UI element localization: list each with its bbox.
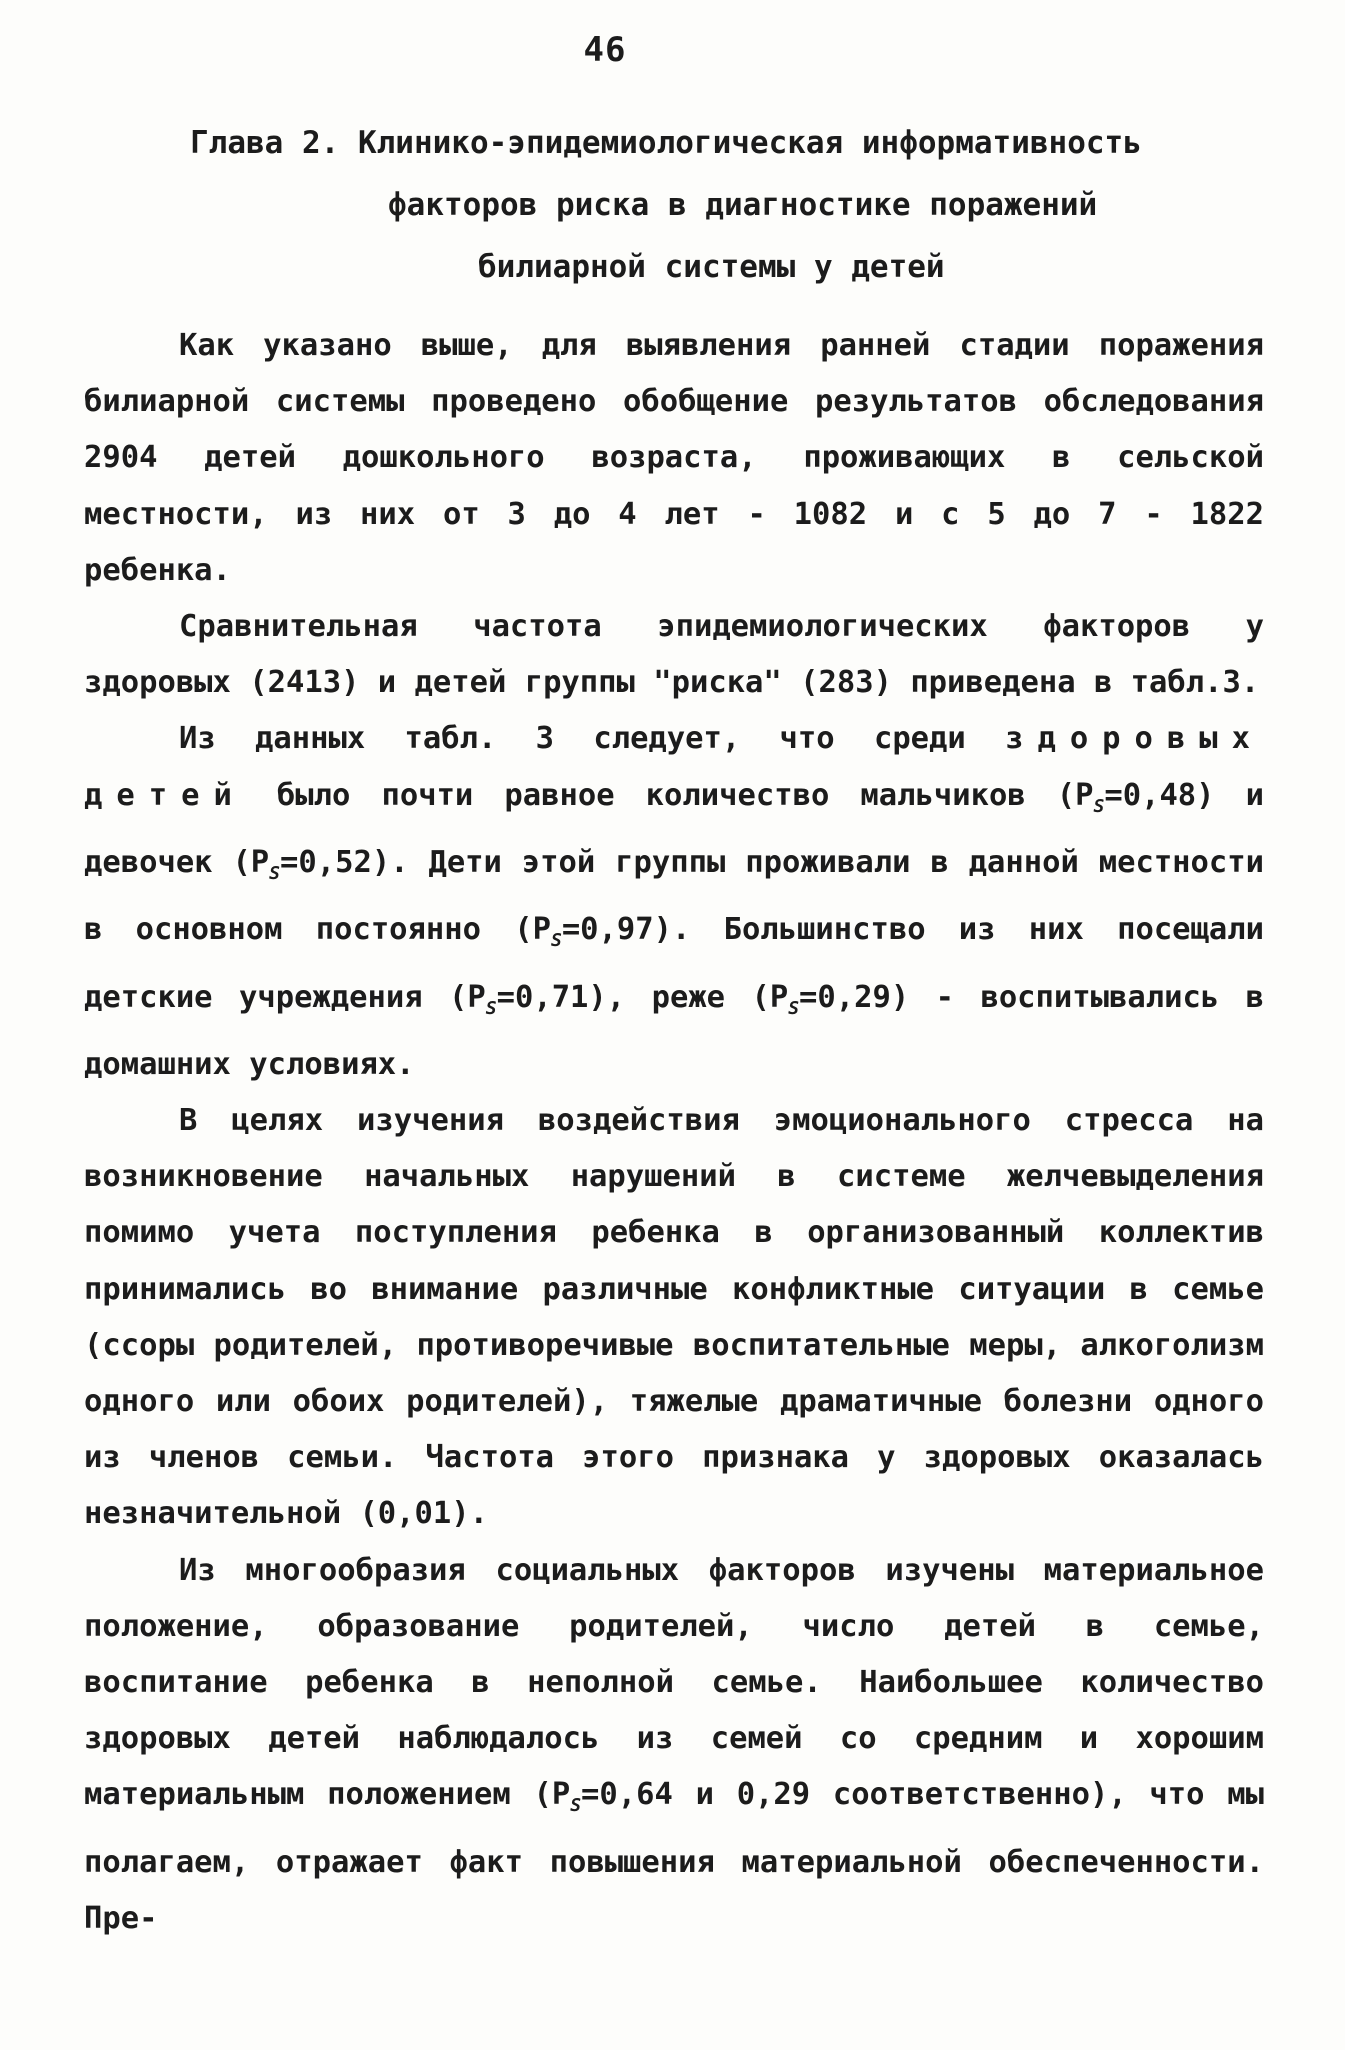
subscript: S	[550, 930, 562, 952]
body-text	[84, 318, 1264, 1947]
text-run: =0,71), реже (P	[496, 979, 789, 1015]
text-run: =0,97). Большинство из них посещали детские учреждения (P	[84, 912, 1264, 1015]
text-run: =0,29) - воспитывались в домашних условиях.	[84, 979, 1264, 1082]
text-run: =0,48) и девочек (P	[84, 777, 1265, 880]
text-run: =0,64 и 0,29 соответственно), что мы полагаем, отражает факт повышения материальной обеспеченности. Пре-	[84, 1777, 1264, 1936]
text-run: Из данных табл. 3 следует, что среди	[179, 721, 1006, 757]
subscript: S	[1093, 795, 1105, 817]
paragraph-4: В целях изучения воздействия эмоционального стресса на возникновение начальных нарушений в системе желчевыделения помимо учета поступления ребенка в организованный коллектив принимались во внимание различные конфликтные ситуации в семье (ссоры родителей, противоречивые воспитательные меры, алкоголизм одного или обоих родителей), тяжелые драматичные болезни одного из членов семьи. Частота этого признака у здоровых оказалась незначительной (0,01).	[84, 1103, 1264, 1532]
subscript: S	[570, 1795, 582, 1817]
subscript: S	[485, 997, 497, 1019]
heading-line-2: факторов риска в диагностике поражений	[388, 187, 1098, 223]
text-run: было почти равное количество мальчиков (P	[245, 777, 1094, 813]
heading-line-3: билиарной системы у детей	[478, 249, 945, 285]
text-run: Из многообразия социальных факторов изучены материальное положение, образование родителей, число детей в семье, воспитание ребенка в неполной семье. Наибольшее количество здоровых детей наблюдалось из семей со средним и хорошим материальным положением (P	[84, 1552, 1264, 1813]
paragraph-3	[84, 711, 1264, 1093]
paragraph-2: Сравнительная частота эпидемиологических факторов у здоровых (2413) и детей группы "риска" (283) приведена в табл.3.	[84, 609, 1264, 701]
paragraph-1: Как указано выше, для выявления ранней стадии поражения билиарной системы проведено обобщение результатов обследования 2904 детей дошкольного возраста, проживающих в сельской местности, из них от 3 до 4 лет - 1082 и с 5 до 7 - 1822 ребенка.	[84, 328, 1264, 588]
chapter-heading	[0, 112, 1345, 298]
paragraph-5	[84, 1543, 1264, 1948]
text-run: =0,52). Дети этой группы проживали в данной местности в основном постоянно (P	[84, 844, 1264, 948]
page-number: 46	[583, 30, 627, 70]
subscript: S	[269, 863, 281, 885]
subscript: S	[788, 997, 800, 1019]
spaced-emphasis: здоровых детей	[84, 721, 1264, 813]
heading-line-1: Глава 2. Клинико-эпидемиологическая информативность	[190, 125, 1142, 161]
